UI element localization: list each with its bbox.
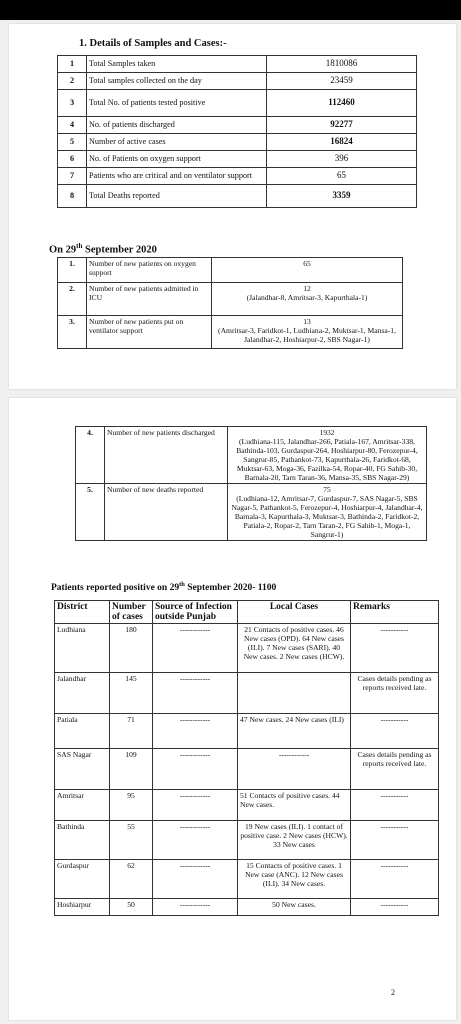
cases-cell: 55 [110, 821, 153, 860]
row-label: Total samples collected on the day [87, 73, 267, 90]
row-value: 13 [303, 317, 311, 326]
source-cell: ------------ [153, 860, 238, 899]
row-label: Total No. of patients tested positive [87, 90, 267, 117]
table-row [76, 484, 427, 541]
local-cases-cell [238, 673, 351, 714]
local-cases-cell: 51 Contacts of positive cases. 44 New cases. [238, 790, 351, 821]
document-page-1 [9, 24, 456, 389]
row-label: Total Samples taken [87, 56, 267, 73]
remarks-cell: Cases details pending as reports received late. [351, 673, 439, 714]
row-value: 75 [323, 485, 331, 494]
table-row [58, 258, 403, 283]
row-number: 6 [58, 151, 87, 168]
document-page-2 [9, 398, 456, 1020]
district-cell: Jalandhar [55, 673, 110, 714]
column-header: Remarks [351, 601, 439, 624]
row-value: 396 [267, 151, 417, 168]
row-value: 1810086 [267, 56, 417, 73]
table-row [58, 185, 417, 208]
cases-cell: 62 [110, 860, 153, 899]
local-cases-cell: 21 Contacts of positive cases. 46 New cases (OPD). 64 New cases (ILI). 7 New cases (SARI). 40 New cases. 2 New cases (HCW). [238, 624, 351, 673]
table-header-row [55, 601, 439, 624]
new-patients-table [57, 257, 403, 349]
cases-cell: 50 [110, 899, 153, 916]
title-part: September 2020- 1100 [184, 583, 277, 594]
table-row [55, 790, 439, 821]
row-detail: (Amritsar-3, Faridkot-1, Ludhiana-2, Muktsar-1, Mansa-1, Jalandhar-2, Hoshiarpur-2, SBS Nagar-1) [218, 326, 396, 344]
local-cases-cell: 15 Contacts of positive cases. 1 New case (ANC). 12 New cases (ILI). 34 New cases. [238, 860, 351, 899]
district-cell: Bathinda [55, 821, 110, 860]
source-cell: ------------ [153, 899, 238, 916]
row-label: Number of active cases [87, 134, 267, 151]
table-row [55, 624, 439, 673]
table-row [58, 283, 403, 316]
row-label: Total Deaths reported [87, 185, 267, 208]
title-part: On 29 [49, 244, 77, 256]
remarks-cell: ----------- [351, 714, 439, 749]
local-cases-cell: 50 New cases. [238, 899, 351, 916]
cases-cell: 109 [110, 749, 153, 790]
district-cases-table [54, 600, 439, 916]
district-cell: Hoshiarpur [55, 899, 110, 916]
samples-cases-table [57, 55, 417, 208]
cases-cell: 95 [110, 790, 153, 821]
table-row [55, 899, 439, 916]
source-cell: ------------ [153, 714, 238, 749]
row-value-cell [228, 427, 427, 484]
table-row [55, 860, 439, 899]
row-label: Number of new patients put on ventilator support [87, 316, 212, 349]
page-number: 2 [391, 988, 395, 997]
column-header: Local Cases [238, 601, 351, 624]
row-detail: (Ludhiana-115, Jalandhar-266, Patiala-167, Amritsar-338, Bathinda-103, Gurdaspur-264, Hoshiarpur-80, Ferozepur-4, Sangrur-85, Pathankot-73, Kapurthala-26, Faridkot-68, Muktsar-63, Moga-36, Fazilka-54, Ropar-40, FG Sahib-30, Barnala-20, Tarn Taran-36, Mansa-35, SBS Nagar-29) [236, 437, 418, 482]
source-cell: ------------ [153, 673, 238, 714]
remarks-cell: ----------- [351, 899, 439, 916]
title-sup: th [76, 242, 83, 250]
remarks-cell: ----------- [351, 624, 439, 673]
row-number: 7 [58, 168, 87, 185]
row-label: Number of new patients discharged [105, 427, 228, 484]
row-value: 65 [303, 259, 311, 268]
row-value: 3359 [267, 185, 417, 208]
table-row [58, 151, 417, 168]
cases-cell: 145 [110, 673, 153, 714]
table-row [58, 90, 417, 117]
column-header: Source of Infection outside Punjab [153, 601, 238, 624]
row-value-cell [228, 484, 427, 541]
source-cell: ------------ [153, 749, 238, 790]
row-number: 2 [58, 73, 87, 90]
row-detail: (Ludhiana-12, Amritsar-7, Gurdaspur-7, SAS Nagar-5, SBS Nagar-5, Pathankot-5, Ferozepur-4, Hoshiarpur-4, Jalandhar-4, Barnala-3, Kapurthala-3, Muktsar-3, Bathinda-2, Faridkot-2, Patiala-2, Ropar-2, Tarn Taran-2, FG Sahib-1, Moga-1, Sangrur-1) [231, 494, 423, 539]
remarks-cell: ----------- [351, 790, 439, 821]
row-value-cell [212, 316, 403, 349]
title-part: Patients reported positive on 29 [51, 583, 180, 594]
row-number: 4. [76, 427, 105, 484]
row-number: 8 [58, 185, 87, 208]
table-row [55, 714, 439, 749]
district-cell: Amritsar [55, 790, 110, 821]
row-label: No. of Patients on oxygen support [87, 151, 267, 168]
title-part: September 2020 [82, 244, 157, 256]
cases-cell: 71 [110, 714, 153, 749]
source-cell: ------------ [153, 790, 238, 821]
row-number: 4 [58, 117, 87, 134]
table-row [58, 56, 417, 73]
district-cell: Patiala [55, 714, 110, 749]
remarks-cell: ----------- [351, 821, 439, 860]
row-detail: (Jalandhar-8, Amritsar-3, Kapurthala-1) [246, 293, 368, 302]
source-cell: ------------ [153, 821, 238, 860]
district-cell: Gurdaspur [55, 860, 110, 899]
table-row [55, 821, 439, 860]
row-number: 2. [58, 283, 87, 316]
table-row [76, 427, 427, 484]
row-value: 23459 [267, 73, 417, 90]
section-1-title: 1. Details of Samples and Cases:- [79, 38, 227, 49]
discharged-deaths-table [75, 426, 427, 541]
row-value: 1932 [319, 428, 335, 437]
row-label: Patients who are critical and on ventilator support [87, 168, 267, 185]
row-number: 1 [58, 56, 87, 73]
table-row [55, 673, 439, 714]
row-number: 5 [58, 134, 87, 151]
row-value: 12 [303, 284, 311, 293]
row-label: Number of new deaths reported [105, 484, 228, 541]
district-cell: SAS Nagar [55, 749, 110, 790]
row-value: 112460 [267, 90, 417, 117]
row-number: 3 [58, 90, 87, 117]
cases-cell: 180 [110, 624, 153, 673]
source-cell: ------------ [153, 624, 238, 673]
row-value-cell [212, 258, 403, 283]
row-value: 92277 [267, 117, 417, 134]
row-label: Number of new patients on oxygen support [87, 258, 212, 283]
row-value: 16824 [267, 134, 417, 151]
row-number: 1. [58, 258, 87, 283]
table-row [58, 134, 417, 151]
row-label: Number of new patients admitted in ICU [87, 283, 212, 316]
table-row [58, 316, 403, 349]
table-row [58, 168, 417, 185]
table-row [55, 749, 439, 790]
column-header: Number of cases [110, 601, 153, 624]
title-sup: th [179, 581, 185, 588]
remarks-cell: ----------- [351, 860, 439, 899]
table-row [58, 73, 417, 90]
section-2-title [49, 242, 157, 256]
row-number: 3. [58, 316, 87, 349]
row-value-cell [212, 283, 403, 316]
status-bar [0, 0, 461, 20]
local-cases-cell: 47 New cases. 24 New cases (ILI) [238, 714, 351, 749]
remarks-cell: Cases details pending as reports received late. [351, 749, 439, 790]
row-label: No. of patients discharged [87, 117, 267, 134]
table-row [58, 117, 417, 134]
local-cases-cell: ------------ [238, 749, 351, 790]
column-header: District [55, 601, 110, 624]
local-cases-cell: 19 New cases (ILI). 1 contact of positive case. 2 New cases (HCW). 33 New cases [238, 821, 351, 860]
district-cell: Ludhiana [55, 624, 110, 673]
row-number: 5. [76, 484, 105, 541]
row-value: 65 [267, 168, 417, 185]
section-4-title [51, 581, 276, 593]
